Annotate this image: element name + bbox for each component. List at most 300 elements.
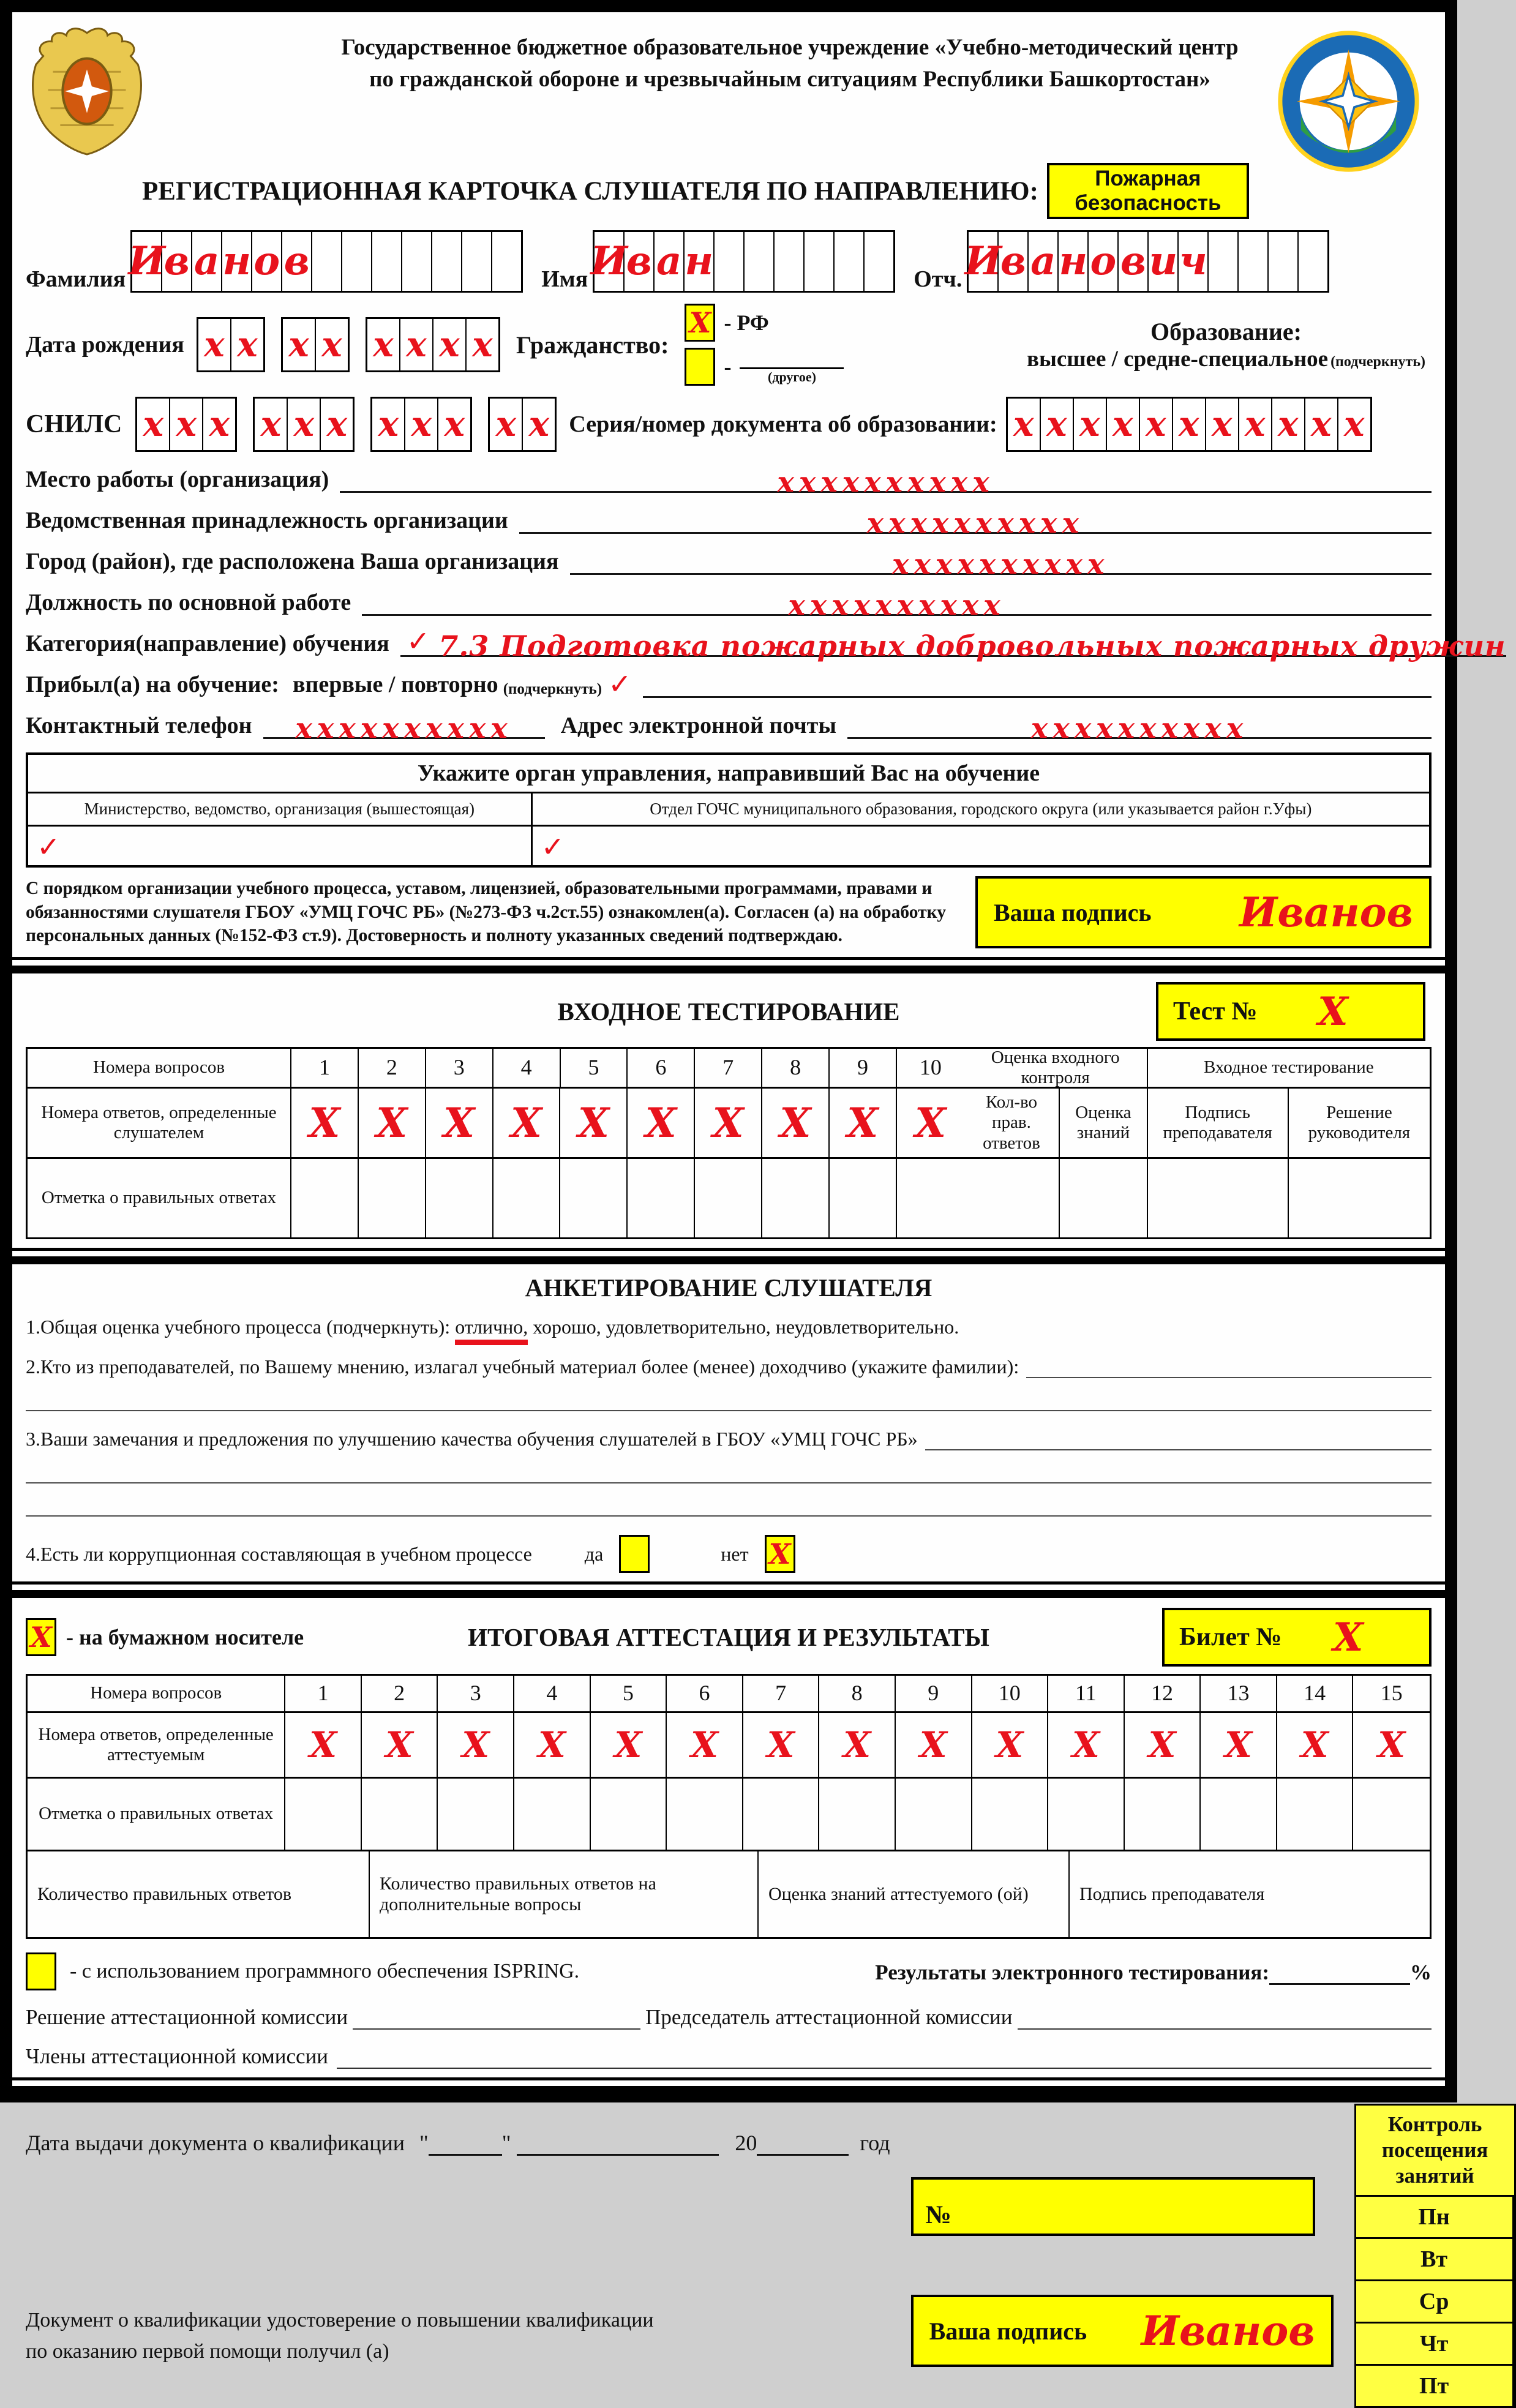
- test-number-box[interactable]: [1156, 982, 1425, 1041]
- signature-value: Иванов: [1141, 2307, 1315, 2355]
- question-number-cell: 4: [493, 1049, 561, 1087]
- survey-q3: 3.Ваши замечания и предложения по улучшению качества обучения слушателей в ГБОУ «УМЦ ГОЧС РБ»: [26, 1428, 918, 1450]
- correct-mark-cell[interactable]: [1048, 1779, 1125, 1850]
- входной-контроль-header: Оценка входного контроля: [964, 1049, 1148, 1087]
- letter-cell[interactable]: н: [1059, 232, 1089, 291]
- knowledge-grade-input[interactable]: [1060, 1159, 1147, 1237]
- city-label: Город (район), где расположена Ваша организация: [26, 549, 559, 574]
- surname-cells: [130, 230, 523, 293]
- letter-cell[interactable]: И: [969, 232, 999, 291]
- question-number-cell: 8: [762, 1049, 830, 1087]
- questions-row-label: Номера вопросов: [28, 1676, 285, 1711]
- attendance-day-label: Ср: [1356, 2281, 1514, 2322]
- knowledge-grade-cell[interactable]: Оценка знаний аттестуемого (ой): [759, 1851, 1070, 1937]
- letter-cell[interactable]: [1269, 232, 1299, 291]
- etest-results-input[interactable]: [1269, 1959, 1410, 1985]
- direction-badge: Пожарная безопасность: [1047, 163, 1249, 219]
- city-input[interactable]: хххххххххх: [570, 545, 1432, 575]
- digit-cell[interactable]: х: [1206, 399, 1239, 450]
- workplace-input[interactable]: хххххххххх: [340, 463, 1432, 493]
- page-title: РЕГИСТРАЦИОННАЯ КАРТОЧКА СЛУШАТЕЛЯ ПО НАПРАВЛЕНИЮ:: [142, 176, 1038, 206]
- attendance-row: [1356, 2364, 1514, 2406]
- correct-mark-cell[interactable]: [1353, 1779, 1430, 1850]
- answer-cell[interactable]: Х: [695, 1089, 762, 1157]
- q3-answer-line3[interactable]: [26, 1483, 1432, 1517]
- answer-cell[interactable]: Х: [1277, 1713, 1354, 1777]
- signature-box-bottom[interactable]: [911, 2295, 1334, 2367]
- decision-row: [26, 2003, 1432, 2030]
- answer-cell[interactable]: Х: [972, 1713, 1049, 1777]
- survey-q1: 1.Общая оценка учебного процесса (подчеркнуть): отлично, хорошо, удовлетворительно, неудовлетворительно.: [26, 1315, 1432, 1339]
- digit-cell[interactable]: х: [444, 404, 465, 444]
- q4-no-checkbox[interactable]: Х: [765, 1535, 795, 1573]
- answer-cell[interactable]: Х: [560, 1089, 628, 1157]
- percent-sign: %: [1410, 1960, 1432, 1984]
- teacher-signature-input[interactable]: [1148, 1159, 1289, 1237]
- correct-mark-cell[interactable]: [830, 1159, 897, 1237]
- attendance-table: [1354, 2104, 1516, 2408]
- answer-cell[interactable]: Х: [514, 1713, 591, 1777]
- digit-cell[interactable]: х: [1272, 399, 1305, 450]
- question-number-cell: 14: [1277, 1676, 1354, 1711]
- digit-cell[interactable]: х: [237, 324, 258, 365]
- section-divider: [12, 1248, 1445, 1264]
- digit-cell[interactable]: х: [528, 404, 549, 444]
- answer-cell[interactable]: Х: [493, 1089, 561, 1157]
- correct-mark-cell[interactable]: [560, 1159, 628, 1237]
- birth-year-cells: [366, 317, 500, 372]
- answer-cell[interactable]: Х: [1125, 1713, 1201, 1777]
- correct-mark-cell[interactable]: [897, 1159, 964, 1237]
- letter-cell[interactable]: [1239, 232, 1269, 291]
- citizenship-label: Гражданство:: [516, 331, 669, 359]
- affiliation-row: [26, 504, 1432, 540]
- ispring-checkbox[interactable]: [26, 1952, 56, 1990]
- members-row: [26, 2042, 1432, 2069]
- paper-label: - на бумажном носителе: [66, 1625, 304, 1649]
- answer-cell[interactable]: Х: [426, 1089, 493, 1157]
- letter-cell[interactable]: [1209, 232, 1239, 291]
- ticket-number-value: Х: [1332, 1614, 1364, 1660]
- attendance-rows: [1356, 2195, 1514, 2406]
- answer-cell[interactable]: Х: [1378, 1724, 1406, 1766]
- question-number-cell: 15: [1380, 1681, 1403, 1706]
- question-number-cell: 6: [667, 1676, 743, 1711]
- attendance-row: [1356, 2195, 1514, 2237]
- question-number-cell: 10: [919, 1055, 942, 1080]
- correct-mark-cell[interactable]: [438, 1779, 514, 1850]
- issue-day-input[interactable]: [429, 2128, 502, 2156]
- attendance-title: Контроль посещения занятий: [1381, 2112, 1488, 2188]
- digit-cell[interactable]: х: [255, 399, 288, 450]
- answers-row-label: Номера ответов, определенные аттестуемым: [28, 1713, 285, 1777]
- answer-cell[interactable]: Х: [819, 1713, 896, 1777]
- q2-answer-line[interactable]: [1026, 1351, 1432, 1378]
- attendance-day-label: Пт: [1356, 2366, 1514, 2406]
- umc-emblem-icon: [1277, 29, 1420, 173]
- education-note: (подчеркнуть): [1330, 354, 1425, 370]
- q3-answer-line[interactable]: [925, 1423, 1432, 1450]
- citizenship-other-checkbox[interactable]: [685, 348, 715, 386]
- question-number-cell: 1: [291, 1049, 359, 1087]
- arrival-input[interactable]: [643, 668, 1432, 698]
- category-checkmark: ✓: [406, 625, 430, 658]
- digit-cell[interactable]: х: [433, 319, 467, 370]
- snils-cells: [370, 397, 472, 452]
- question-number-cell: 10: [972, 1676, 1049, 1711]
- survey-q3-row: [26, 1423, 1432, 1450]
- question-number-cell: 1: [285, 1676, 362, 1711]
- digit-cell[interactable]: х: [372, 399, 405, 450]
- birth-label: Дата рождения: [26, 332, 184, 358]
- consent-block: [26, 876, 1432, 948]
- letter-cell[interactable]: о: [1089, 232, 1119, 291]
- digit-cell[interactable]: х: [1140, 399, 1173, 450]
- attendance-row: [1356, 2279, 1514, 2322]
- footer-section: [26, 2104, 1488, 2399]
- attendance-day-label: Вт: [1356, 2239, 1514, 2279]
- attendance-day-label: Чт: [1356, 2324, 1514, 2364]
- decision-label: Решение аттестационной комиссии: [26, 2005, 348, 2029]
- correct-count-cell[interactable]: Количество правильных ответов: [28, 1851, 370, 1937]
- letter-cell[interactable]: в: [1119, 232, 1149, 291]
- correct-count-header: Кол-во прав. ответов: [964, 1089, 1060, 1157]
- digit-cell[interactable]: х: [198, 319, 231, 370]
- digit-cell[interactable]: х: [283, 319, 316, 370]
- correct-mark-cell[interactable]: [1277, 1779, 1354, 1850]
- test-number-label: Тест №: [1173, 997, 1258, 1026]
- answers-row-label: Номера ответов, определенные слушателем: [28, 1089, 291, 1157]
- answer-cell[interactable]: Х: [743, 1713, 820, 1777]
- letter-cell[interactable]: [372, 232, 402, 291]
- question-number-cell: 2: [362, 1676, 438, 1711]
- digit-cell[interactable]: х: [1074, 399, 1107, 450]
- q1-selected-option[interactable]: отлично,: [455, 1316, 528, 1345]
- q4-yes-checkbox[interactable]: [619, 1535, 650, 1573]
- letter-cell[interactable]: И: [132, 232, 162, 291]
- final-attestation-section: [26, 1607, 1432, 2069]
- birth-month-cells: [281, 317, 350, 372]
- category-input[interactable]: ✓ 7.3 Подготовка пожарных добровольных пожарных дружин: [400, 627, 1506, 657]
- org-col1-header: Министерство, ведомство, организация (вышестоящая): [28, 793, 533, 825]
- digit-cell[interactable]: х: [1173, 399, 1206, 450]
- members-label: Члены аттестационной комиссии: [26, 2044, 329, 2068]
- correct-mark-cell[interactable]: [628, 1159, 695, 1237]
- additional-correct-count-cell[interactable]: Количество правильных ответов на дополнительные вопросы: [370, 1851, 759, 1937]
- survey-title: АНКЕТИРОВАНИЕ СЛУШАТЕЛЯ: [525, 1273, 932, 1302]
- answer-cell[interactable]: Х: [285, 1713, 362, 1777]
- question-number-cell: 4: [514, 1676, 591, 1711]
- digit-cell[interactable]: х: [400, 319, 433, 370]
- phone-input[interactable]: хххххххххх: [263, 709, 545, 739]
- digit-cell[interactable]: х: [1041, 399, 1074, 450]
- letter-cell[interactable]: [312, 232, 342, 291]
- answer-cell[interactable]: Х: [291, 1089, 359, 1157]
- question-number-cell: 5: [591, 1676, 667, 1711]
- category-row: [26, 625, 1506, 663]
- digit-cell[interactable]: х: [490, 399, 523, 450]
- name-cells: [590, 230, 895, 293]
- teacher-signature-header: Подпись преподавателя: [1148, 1089, 1289, 1157]
- question-number-cell: 12: [1125, 1676, 1201, 1711]
- attendance-row: [1356, 2237, 1514, 2279]
- header: [26, 23, 1432, 159]
- correct-mark-cell[interactable]: [285, 1779, 362, 1850]
- digit-cell[interactable]: х: [1344, 404, 1365, 444]
- birth-day-cells: [197, 317, 265, 372]
- digit-cell[interactable]: х: [288, 399, 321, 450]
- position-label: Должность по основной работе: [26, 590, 351, 615]
- letter-cell[interactable]: н: [222, 232, 252, 291]
- letter-cell[interactable]: [432, 232, 462, 291]
- city-row: [26, 545, 1432, 581]
- correct-mark-cell[interactable]: [1125, 1779, 1201, 1850]
- year-suffix: год: [860, 2131, 890, 2155]
- letter-cell[interactable]: а: [1029, 232, 1059, 291]
- letter-cell[interactable]: и: [1149, 232, 1179, 291]
- letter-cell[interactable]: в: [625, 232, 655, 291]
- letter-cell[interactable]: [745, 232, 775, 291]
- chairman-label: Председатель аттестационной комиссии: [645, 2005, 1013, 2029]
- email-label: Адрес электронной почты: [560, 713, 837, 738]
- digit-cell[interactable]: х: [1107, 399, 1140, 450]
- correct-mark-cell[interactable]: [291, 1159, 359, 1237]
- letter-cell[interactable]: [715, 232, 745, 291]
- org-col2-checkmark: ✓: [541, 830, 565, 863]
- education-options[interactable]: высшее / средне-специальное: [1027, 347, 1329, 372]
- question-number-cell: 7: [743, 1676, 820, 1711]
- question-number-cell: 7: [695, 1049, 762, 1087]
- chairman-input[interactable]: [1018, 2003, 1432, 2030]
- digit-cell[interactable]: х: [472, 324, 493, 365]
- signature-box-top[interactable]: [975, 876, 1432, 948]
- correct-mark-cell[interactable]: [1201, 1779, 1277, 1850]
- correct-marks-row-label: Отметка о правильных ответах: [28, 1779, 285, 1850]
- digit-cell[interactable]: х: [1305, 399, 1338, 450]
- answer-cell[interactable]: Х: [438, 1713, 514, 1777]
- letter-cell[interactable]: о: [252, 232, 282, 291]
- consent-text: С порядком организации учебного процесса, уставом, лицензией, образовательными программами, правами и обязанностями слушателя ГБОУ «УМЦ ГОЧС РБ» (№273-ФЗ ч.2ст.55) ознакомлен(а). Согласен (а) на обработку персональных данных (№152-ФЗ ст.9). Достоверность и полноту указанных сведений подтверждаю.: [26, 879, 946, 946]
- letter-cell[interactable]: [835, 232, 865, 291]
- correct-mark-cell[interactable]: [514, 1779, 591, 1850]
- survey-section: [26, 1273, 1432, 1573]
- attendance-day-label: Пн: [1356, 2197, 1514, 2237]
- correct-mark-cell[interactable]: [359, 1159, 426, 1237]
- letter-cell[interactable]: а: [192, 232, 222, 291]
- digit-cell[interactable]: х: [367, 319, 400, 370]
- correct-mark-cell[interactable]: [426, 1159, 493, 1237]
- section-divider: [12, 2077, 1445, 2094]
- correct-mark-cell[interactable]: [896, 1779, 972, 1850]
- letter-cell[interactable]: [402, 232, 432, 291]
- issue-month-input[interactable]: [517, 2128, 719, 2156]
- snils-cells: [488, 397, 557, 452]
- correct-mark-cell[interactable]: [819, 1779, 896, 1850]
- citizenship-other-note: (другое): [768, 369, 816, 384]
- email-input[interactable]: хххххххххх: [847, 709, 1432, 739]
- question-number-cell: 2: [359, 1049, 426, 1087]
- arrival-row: [26, 668, 1432, 698]
- answer-cell[interactable]: Х: [667, 1713, 743, 1777]
- survey-q4-row: [26, 1535, 1432, 1573]
- input-test-title: ВХОДНОЕ ТЕСТИРОВАНИЕ: [557, 997, 900, 1026]
- answer-cell[interactable]: Х: [362, 1713, 438, 1777]
- year-prefix: 20: [735, 2131, 757, 2155]
- issue-date-label: Дата выдачи документа о квалификации: [26, 2131, 405, 2155]
- question-number-cell: 9: [830, 1049, 897, 1087]
- org-col1-input[interactable]: [28, 825, 533, 865]
- letter-cell[interactable]: И: [595, 232, 625, 291]
- section-divider: [12, 1581, 1445, 1598]
- q4-yes-label: да: [584, 1542, 604, 1565]
- question-number-cell: 8: [819, 1676, 896, 1711]
- letter-cell[interactable]: [805, 232, 835, 291]
- digit-cell[interactable]: х: [326, 404, 347, 444]
- section-divider: [12, 957, 1445, 973]
- mchs-emblem-icon: [26, 23, 148, 159]
- issue-year-input[interactable]: [757, 2128, 849, 2156]
- patronymic-cells: [964, 230, 1329, 293]
- head-decision-header: Решение руководителя: [1308, 1102, 1411, 1142]
- letter-cell[interactable]: [462, 232, 492, 291]
- name-label: Имя: [541, 266, 588, 292]
- letter-cell[interactable]: в: [282, 232, 312, 291]
- document-number-box[interactable]: [911, 2177, 1315, 2236]
- arrival-options[interactable]: впервые / повторно: [292, 672, 498, 697]
- question-number-cell: 6: [628, 1049, 695, 1087]
- arrival-note: (подчеркнуть): [503, 681, 602, 697]
- digit-cell[interactable]: х: [170, 399, 203, 450]
- q4-no-label: нет: [721, 1542, 749, 1565]
- answer-cell[interactable]: Х: [896, 1713, 972, 1777]
- answer-cell[interactable]: Х: [591, 1713, 667, 1777]
- question-number-cell: 13: [1201, 1676, 1277, 1711]
- education-block: [1027, 317, 1432, 372]
- qualification-doc-text: Документ о квалификации удостоверение о повышении квалификации по оказанию первой помощи получил (а): [26, 2309, 654, 2363]
- citizenship-rf-checkbox[interactable]: Х: [685, 304, 715, 342]
- answer-cell[interactable]: Х: [359, 1089, 426, 1157]
- citizenship-rf-label: - РФ: [724, 310, 769, 335]
- question-number-cell: 5: [561, 1049, 628, 1087]
- input-test-table: [26, 1047, 1432, 1239]
- category-label: Категория(направление) обучения: [26, 631, 389, 656]
- letter-cell[interactable]: а: [655, 232, 685, 291]
- contacts-row: [26, 709, 1432, 745]
- correct-mark-cell[interactable]: [743, 1779, 820, 1850]
- answer-cell[interactable]: Х: [1048, 1713, 1125, 1777]
- letter-cell[interactable]: [1299, 232, 1327, 291]
- phone-label: Контактный телефон: [26, 713, 252, 738]
- correct-mark-cell[interactable]: [591, 1779, 667, 1850]
- edu-doc-label: Серия/номер документа об образовании:: [569, 411, 997, 437]
- org-table: [26, 752, 1432, 868]
- correct-mark-cell[interactable]: [362, 1779, 438, 1850]
- q3-answer-line2[interactable]: [26, 1450, 1432, 1483]
- digit-cell[interactable]: х: [1008, 399, 1041, 450]
- digit-cell[interactable]: х: [1239, 399, 1272, 450]
- final-title: ИТОГОВАЯ АТТЕСТАЦИЯ И РЕЗУЛЬТАТЫ: [468, 1623, 989, 1651]
- test-number-value: Х: [1317, 988, 1348, 1035]
- issue-date-row: Дата выдачи документа о квалификации " " 20 год: [26, 2128, 890, 2156]
- patronymic-label: Отч.: [914, 266, 963, 292]
- letter-cell[interactable]: [492, 232, 521, 291]
- survey-q4: 4.Есть ли коррупционная составляющая в учебном процессе: [26, 1542, 532, 1565]
- answer-cell[interactable]: Х: [915, 1099, 947, 1147]
- correct-mark-cell[interactable]: [972, 1779, 1049, 1850]
- position-input[interactable]: хххххххххх: [362, 586, 1432, 616]
- digit-cell[interactable]: х: [137, 399, 170, 450]
- knowledge-grade-header: Оценка знаний: [1060, 1089, 1147, 1157]
- org-table-title: Укажите орган управления, направивший Вас на обучение: [28, 755, 1429, 793]
- digit-cell[interactable]: х: [405, 399, 438, 450]
- correct-mark-cell[interactable]: [493, 1159, 561, 1237]
- question-number-cell: 11: [1048, 1676, 1125, 1711]
- ispring-row: [26, 1952, 1432, 1990]
- answer-cell[interactable]: Х: [628, 1089, 695, 1157]
- digit-cell[interactable]: х: [209, 404, 230, 444]
- etest-results-label: Результаты электронного тестирования:: [875, 1960, 1269, 1984]
- question-number-cell: 3: [426, 1049, 493, 1087]
- affiliation-input[interactable]: хххххххххх: [519, 504, 1432, 534]
- final-test-table: [26, 1674, 1432, 1939]
- position-row: [26, 586, 1432, 622]
- name-row: [26, 230, 1432, 293]
- correct-mark-cell[interactable]: [762, 1159, 830, 1237]
- survey-q2-row: [26, 1351, 1432, 1378]
- letter-cell[interactable]: ч: [1179, 232, 1209, 291]
- attendance-row: [1356, 2322, 1514, 2364]
- correct-mark-cell[interactable]: [695, 1159, 762, 1237]
- letter-cell[interactable]: в: [999, 232, 1029, 291]
- letter-cell[interactable]: н: [685, 232, 715, 291]
- workplace-label: Место работы (организация): [26, 467, 329, 492]
- digit-cell[interactable]: х: [321, 324, 342, 365]
- answer-cell[interactable]: Х: [830, 1089, 897, 1157]
- letter-cell[interactable]: [775, 232, 805, 291]
- citizenship-other-dash: -: [724, 354, 732, 379]
- snils-row: [26, 397, 1432, 452]
- paper-checkbox[interactable]: Х: [26, 1618, 56, 1656]
- letter-cell[interactable]: [865, 232, 893, 291]
- входное-тестирование-header: Входное тестирование: [1203, 1057, 1374, 1078]
- head-decision-input[interactable]: [1289, 1159, 1430, 1237]
- decision-input[interactable]: [353, 2003, 640, 2030]
- org-col2-header: Отдел ГОЧС муниципального образования, городского округа (или указывается район г.Уфы): [650, 800, 1312, 818]
- question-number-cell: 3: [438, 1676, 514, 1711]
- document-number-label: №: [925, 2201, 951, 2229]
- signature-value: Иванов: [1239, 888, 1413, 936]
- members-input[interactable]: [337, 2042, 1432, 2069]
- answer-cell[interactable]: Х: [762, 1089, 830, 1157]
- correct-count-input[interactable]: [964, 1159, 1060, 1237]
- citizenship-other-line[interactable]: [740, 349, 844, 369]
- signature-label: Ваша подпись: [994, 898, 1152, 926]
- q2-answer-line2[interactable]: [26, 1378, 1432, 1411]
- snils-cells: [253, 397, 355, 452]
- org-col2-input[interactable]: [533, 825, 1429, 865]
- correct-mark-cell[interactable]: [667, 1779, 743, 1850]
- org-col1-checkmark: ✓: [37, 830, 61, 863]
- signature-label: Ваша подпись: [929, 2317, 1087, 2345]
- birth-row: [26, 304, 1432, 386]
- input-test-section: [26, 982, 1432, 1239]
- answer-cell[interactable]: Х: [1201, 1713, 1277, 1777]
- letter-cell[interactable]: [342, 232, 372, 291]
- letter-cell[interactable]: в: [162, 232, 192, 291]
- teacher-signature-cell[interactable]: Подпись преподавателя: [1079, 1883, 1265, 1904]
- affiliation-label: Ведомственная принадлежность организации: [26, 508, 508, 533]
- questions-row-label: Номера вопросов: [28, 1049, 291, 1087]
